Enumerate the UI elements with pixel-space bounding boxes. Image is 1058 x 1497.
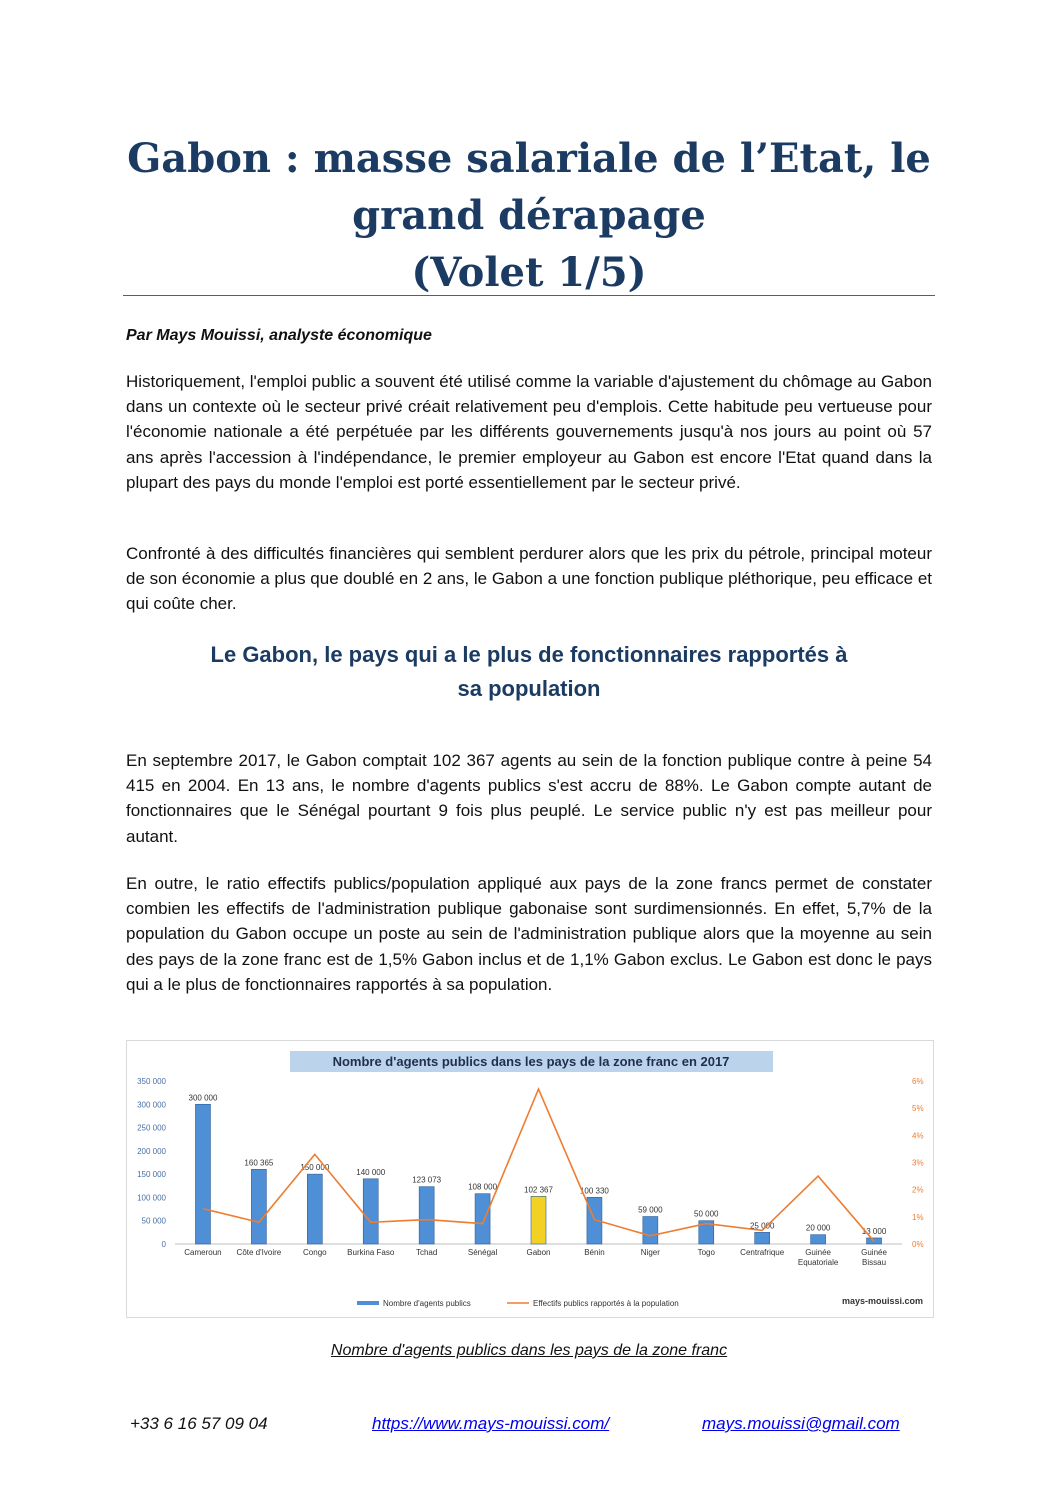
- footer-email-link[interactable]: mays.mouissi@gmail.com: [702, 1414, 900, 1433]
- bar-data-label: 300 000: [188, 1093, 218, 1103]
- section-heading-line: Le Gabon, le pays qui a le plus de fonctionnaires rapportés à: [210, 642, 848, 667]
- x-tick-label: Tchad: [415, 1248, 438, 1257]
- bar-data-label: 150 000: [300, 1163, 330, 1173]
- x-tick-label: Guinée: [861, 1248, 887, 1257]
- x-tick-label: Sénégal: [467, 1248, 498, 1257]
- paragraph-ratio: En outre, le ratio effectifs publics/population appliqué aux pays de la zone francs permet de constater combien les effectifs de l'administration publique gabonaise sont surdimensionnés. En effet, 5,7% de la population du Gabon occupe un poste au sein de l'administration publique alors que la moyenne au sein des pays de la zone franc est de 1,5% Gabon inclus et de 1,1% Gabon exclus. Le Gabon est donc le pays qui a le plus de fonctionnaires rapportés à sa population.: [126, 874, 932, 994]
- bar-0: [195, 1104, 210, 1244]
- bar-4: [419, 1187, 434, 1244]
- bar-11: [811, 1235, 826, 1244]
- title-line: grand dérapage: [352, 192, 706, 239]
- paragraph-agents-count: En septembre 2017, le Gabon comptait 102 367 agents au sein de la fonction publique contre à peine 54 415 en 2004. En 13 ans, le nombre d'agents publics s'est accru de 88%. Le Gabon compte autant de fonctionnaires que le Sénégal pourtant 9 fois plus peuplé. Le service public n'y est pas meilleur pour autant.: [126, 751, 932, 846]
- bar-data-label: 100 330: [579, 1186, 609, 1196]
- section-heading-line: sa population: [457, 676, 601, 701]
- bar-6: [531, 1196, 546, 1244]
- bar-8: [643, 1217, 658, 1244]
- bar-3: [363, 1179, 378, 1244]
- legend-bar-swatch: [357, 1301, 379, 1305]
- section-heading: [126, 638, 932, 706]
- bar-data-label: 59 000: [638, 1205, 663, 1215]
- title-line: Gabon : masse salariale de l’Etat, le: [127, 135, 931, 182]
- legend-line-label: Effectifs publics rapportés à la population: [533, 1299, 679, 1308]
- title-divider: [123, 295, 935, 296]
- x-tick-label: Congo: [303, 1248, 327, 1257]
- x-tick-label: Bissau: [862, 1258, 887, 1267]
- y-right-tick-label: 0%: [912, 1240, 924, 1249]
- footer-phone: +33 6 16 57 09 04: [130, 1414, 268, 1433]
- x-tick-label: Guinée: [805, 1248, 832, 1257]
- y-right-tick-label: 4%: [912, 1131, 924, 1141]
- y-left-tick-label: 300 000: [137, 1100, 166, 1110]
- y-left-tick-label: 350 000: [137, 1077, 166, 1086]
- article-title: [123, 130, 935, 301]
- x-tick-label: Centrafrique: [740, 1248, 785, 1257]
- footer-website-link[interactable]: https://www.mays-mouissi.com/: [372, 1414, 610, 1433]
- x-tick-label: Cameroun: [184, 1248, 222, 1257]
- x-tick-label: Bénin: [584, 1248, 605, 1257]
- x-tick-label: Burkina Faso: [347, 1248, 395, 1257]
- y-left-tick-label: 100 000: [137, 1193, 166, 1203]
- chart-title: Nombre d'agents publics dans les pays de la zone franc en 2017: [332, 1054, 730, 1069]
- y-right-tick-label: 3%: [912, 1158, 924, 1168]
- x-tick-label: Equatoriale: [797, 1258, 839, 1267]
- byline: Par Mays Mouissi, analyste économique: [126, 327, 432, 344]
- y-right-tick-label: 2%: [912, 1185, 924, 1195]
- bar-10: [755, 1232, 770, 1244]
- y-left-tick-label: 150 000: [137, 1170, 166, 1180]
- x-tick-label: Côte d'Ivoire: [236, 1248, 282, 1257]
- y-left-tick-label: 200 000: [137, 1146, 166, 1156]
- bar-data-label: 102 367: [524, 1185, 553, 1195]
- bar-2: [307, 1174, 322, 1244]
- bar-5: [475, 1194, 490, 1244]
- bar-data-label: 160 365: [244, 1158, 274, 1168]
- y-left-tick-label: 0: [161, 1240, 166, 1249]
- bar-1: [251, 1169, 266, 1244]
- chart-caption: Nombre d'agents publics dans les pays de la zone franc: [330, 1342, 728, 1359]
- chart-source: mays-mouissi.com: [841, 1296, 923, 1306]
- y-right-tick-label: 6%: [912, 1077, 924, 1086]
- bar-data-label: 123 073: [412, 1175, 442, 1185]
- y-left-tick-label: 250 000: [137, 1123, 166, 1133]
- title-line: (Volet 1/5): [411, 249, 647, 296]
- legend-bar-label: Nombre d'agents publics: [383, 1299, 471, 1308]
- y-right-tick-label: 5%: [912, 1104, 924, 1114]
- x-tick-label: Gabon: [526, 1248, 551, 1257]
- x-tick-label: Togo: [697, 1248, 715, 1257]
- agents-chart: [127, 1041, 933, 1317]
- bar-data-label: 25 000: [749, 1221, 775, 1231]
- paragraph-intro: Historiquement, l'emploi public a souvent été utilisé comme la variable d'ajustement du chômage au Gabon dans un contexte où le secteur privé créait relativement peu d'emplois. Cette habitude peu vertueuse pour l'économie nationale a été perpétuée par les différents gouvernements jusqu'à nos jours au point où 57 ans après l'accession à l'indépendance, le premier employeur au Gabon est encore l'Etat quand dans la plupart des pays du monde l'emploi est porté essentiellement par le secteur privé.: [126, 372, 932, 492]
- x-tick-label: Niger: [640, 1248, 660, 1257]
- bar-data-label: 50 000: [694, 1209, 719, 1219]
- bar-data-label: 13 000: [861, 1226, 887, 1236]
- paragraph-finances: Confronté à des difficultés financières qui semblent perdurer alors que les prix du pétrole, principal moteur de son économie a plus que doublé en 2 ans, le Gabon a une fonction publique pléthorique, peu efficace et qui coûte cher.: [126, 544, 932, 614]
- bar-data-label: 140 000: [356, 1167, 386, 1177]
- bar-data-label: 20 000: [805, 1223, 831, 1233]
- y-left-tick-label: 50 000: [141, 1216, 166, 1226]
- bar-data-label: 108 000: [468, 1182, 498, 1192]
- y-right-tick-label: 1%: [912, 1212, 924, 1222]
- chart-container: [126, 1040, 934, 1318]
